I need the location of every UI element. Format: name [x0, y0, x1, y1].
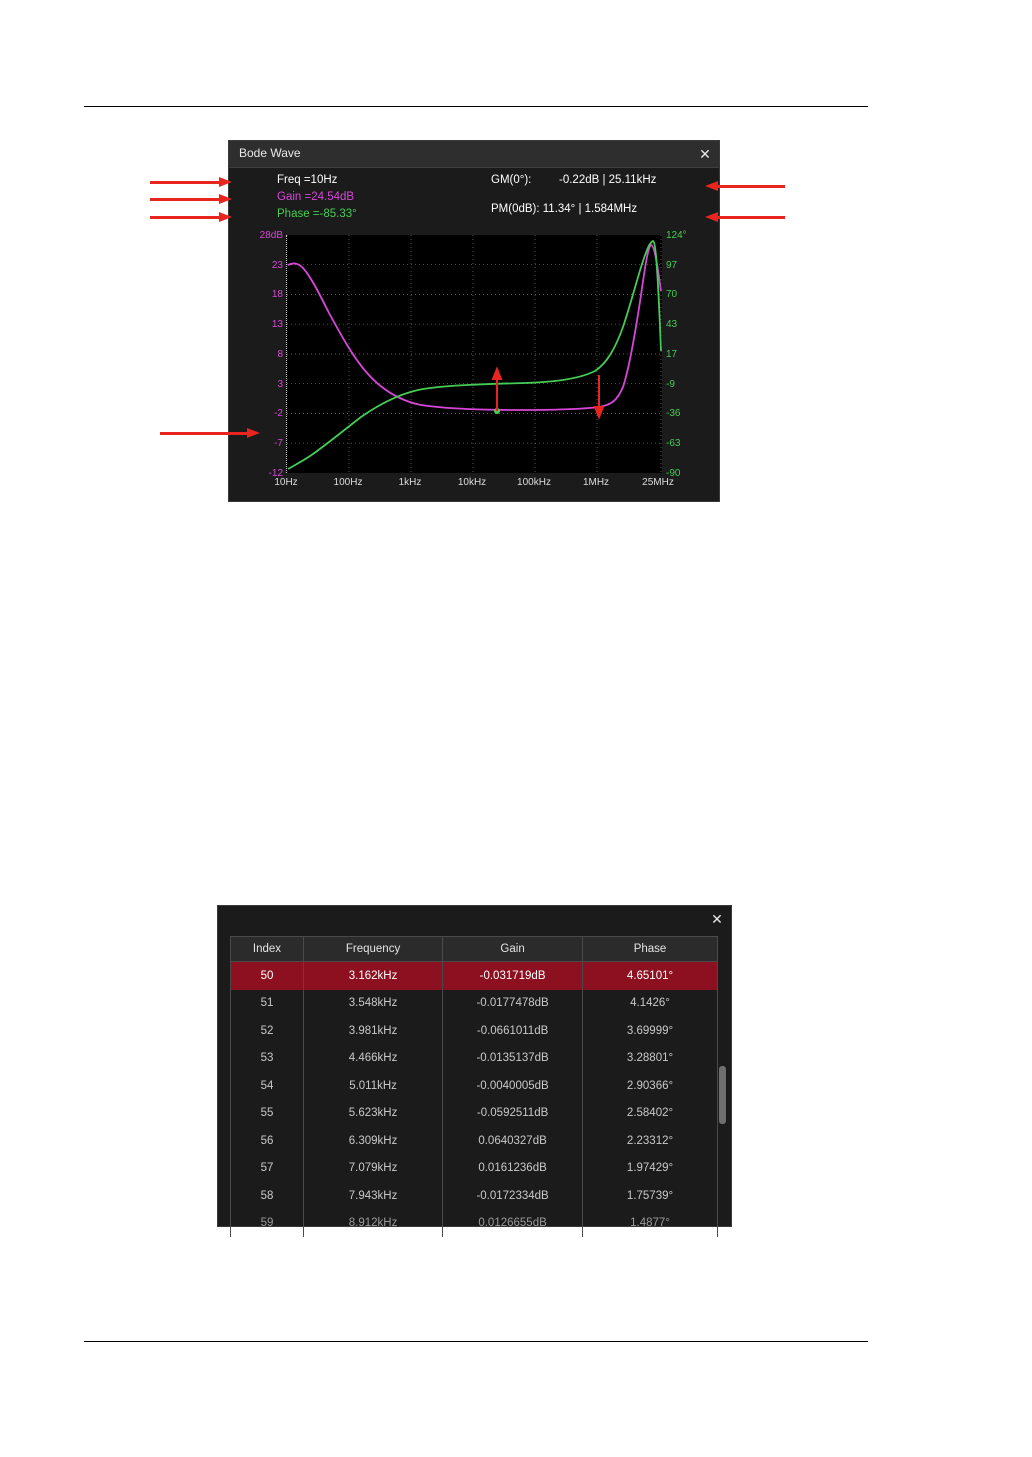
cell-phase: 3.69999°	[583, 1017, 718, 1045]
bode-wave-window	[228, 140, 720, 502]
cell-phase: 3.28801°	[583, 1045, 718, 1073]
cell-index: 54	[231, 1072, 304, 1100]
x-tick: 1MHz	[582, 477, 610, 488]
cell-index: 55	[231, 1100, 304, 1128]
y-left-tick: 3	[277, 378, 283, 390]
cell-gain: -0.031719dB	[443, 962, 583, 990]
cell-index: 52	[231, 1017, 304, 1045]
cell-gain: 0.0640327dB	[443, 1127, 583, 1155]
x-tick: 100kHz	[517, 477, 551, 488]
plot-canvas[interactable]	[286, 235, 662, 473]
cell-phase: 2.58402°	[583, 1100, 718, 1128]
bode-wave-titlebar	[229, 141, 719, 168]
y-left-tick: -2	[274, 408, 283, 420]
cell-index: 57	[231, 1155, 304, 1183]
y-left-tick: -12	[268, 467, 283, 479]
table-row[interactable]	[231, 1155, 718, 1183]
readout-gm-label: GM(0°):	[491, 174, 532, 186]
cell-frequency: 3.548kHz	[304, 990, 443, 1018]
column-header-frequency[interactable]: Frequency	[304, 937, 443, 962]
readout-gm-value: -0.22dB | 25.11kHz	[559, 174, 657, 186]
cell-gain: -0.0135137dB	[443, 1045, 583, 1073]
cell-frequency: 7.943kHz	[304, 1182, 443, 1210]
x-tick: 1kHz	[398, 477, 422, 488]
column-header-index[interactable]: Index	[231, 937, 304, 962]
cell-gain: -0.0592511dB	[443, 1100, 583, 1128]
page-rule-bottom	[84, 1341, 868, 1342]
table-row[interactable]	[231, 1045, 718, 1073]
y-right-tick: -36	[666, 408, 681, 420]
cell-frequency: 5.011kHz	[304, 1072, 443, 1100]
close-icon[interactable]: ✕	[711, 911, 723, 927]
readout-pm: PM(0dB): 11.34° | 1.584MHz	[491, 203, 638, 215]
cell-phase: 1.75739°	[583, 1182, 718, 1210]
bode-wave-title: Bode Wave	[239, 146, 301, 160]
page-rule-top	[84, 106, 868, 107]
cell-phase: 1.97429°	[583, 1155, 718, 1183]
cell-gain: -0.0177478dB	[443, 990, 583, 1018]
cell-index: 56	[231, 1127, 304, 1155]
table-row[interactable]	[231, 1210, 718, 1238]
bode-data-table-window	[217, 905, 732, 1230]
cell-gain: -0.0040005dB	[443, 1072, 583, 1100]
bode-readout-panel	[229, 168, 719, 230]
x-tick: 10Hz	[274, 477, 298, 488]
y-left-tick: 13	[271, 319, 283, 331]
table-row[interactable]	[231, 1127, 718, 1155]
cell-frequency: 6.309kHz	[304, 1127, 443, 1155]
y-left-tick: -7	[274, 437, 283, 449]
cell-frequency: 3.981kHz	[304, 1017, 443, 1045]
readout-gain: Gain =24.54dB	[277, 191, 355, 203]
table-scrollbar[interactable]	[719, 1066, 726, 1124]
column-header-phase[interactable]: Phase	[583, 937, 718, 962]
x-tick: 25MHz	[642, 477, 674, 488]
y-right-tick: 70	[666, 289, 678, 301]
table-row[interactable]	[231, 962, 718, 990]
y-right-tick: -9	[666, 378, 675, 390]
y-axis-left-labels	[229, 229, 283, 479]
cell-frequency: 8.912kHz	[304, 1210, 443, 1238]
x-tick: 100Hz	[333, 477, 363, 488]
table-row[interactable]	[231, 1182, 718, 1210]
cell-phase: 1.4877°	[583, 1210, 718, 1238]
cell-index: 59	[231, 1210, 304, 1238]
cell-gain: 0.0161236dB	[443, 1155, 583, 1183]
y-right-tick: 17	[666, 348, 678, 360]
cell-phase: 4.65101°	[583, 962, 718, 990]
y-left-tick: 23	[271, 259, 283, 271]
cell-phase: 2.90366°	[583, 1072, 718, 1100]
cell-index: 58	[231, 1182, 304, 1210]
cell-index: 50	[231, 962, 304, 990]
cell-gain: 0.0126655dB	[443, 1210, 583, 1238]
bode-data-table	[230, 936, 718, 1237]
table-titlebar	[218, 906, 731, 932]
cell-index: 53	[231, 1045, 304, 1073]
bode-curves	[287, 235, 662, 473]
readout-phase: Phase =-85.33°	[277, 208, 357, 220]
x-axis-labels	[274, 477, 674, 493]
readout-freq: Freq =10Hz	[277, 174, 338, 186]
y-left-tick: 8	[277, 348, 283, 360]
table-row[interactable]	[231, 1100, 718, 1128]
cell-frequency: 4.466kHz	[304, 1045, 443, 1073]
y-axis-right-labels	[666, 229, 718, 479]
close-icon[interactable]: ✕	[699, 146, 711, 162]
y-right-tick: -63	[666, 437, 681, 449]
cell-frequency: 7.079kHz	[304, 1155, 443, 1183]
x-tick: 10kHz	[457, 477, 487, 488]
cell-gain: -0.0661011dB	[443, 1017, 583, 1045]
y-left-tick: 28dB	[259, 230, 283, 241]
y-right-tick: -90	[666, 467, 681, 479]
y-right-tick: 97	[666, 259, 678, 271]
cell-index: 51	[231, 990, 304, 1018]
table-row[interactable]	[231, 990, 718, 1018]
y-left-tick: 18	[271, 289, 283, 301]
table-header-row	[231, 937, 718, 962]
cell-phase: 4.1426°	[583, 990, 718, 1018]
cell-frequency: 3.162kHz	[304, 962, 443, 990]
column-header-gain[interactable]: Gain	[443, 937, 583, 962]
table-row[interactable]	[231, 1072, 718, 1100]
cell-frequency: 5.623kHz	[304, 1100, 443, 1128]
bode-plot	[229, 229, 719, 501]
cell-phase: 2.23312°	[583, 1127, 718, 1155]
y-right-tick: 124°	[666, 230, 687, 241]
table-row[interactable]	[231, 1017, 718, 1045]
y-right-tick: 43	[666, 319, 678, 331]
cell-gain: -0.0172334dB	[443, 1182, 583, 1210]
